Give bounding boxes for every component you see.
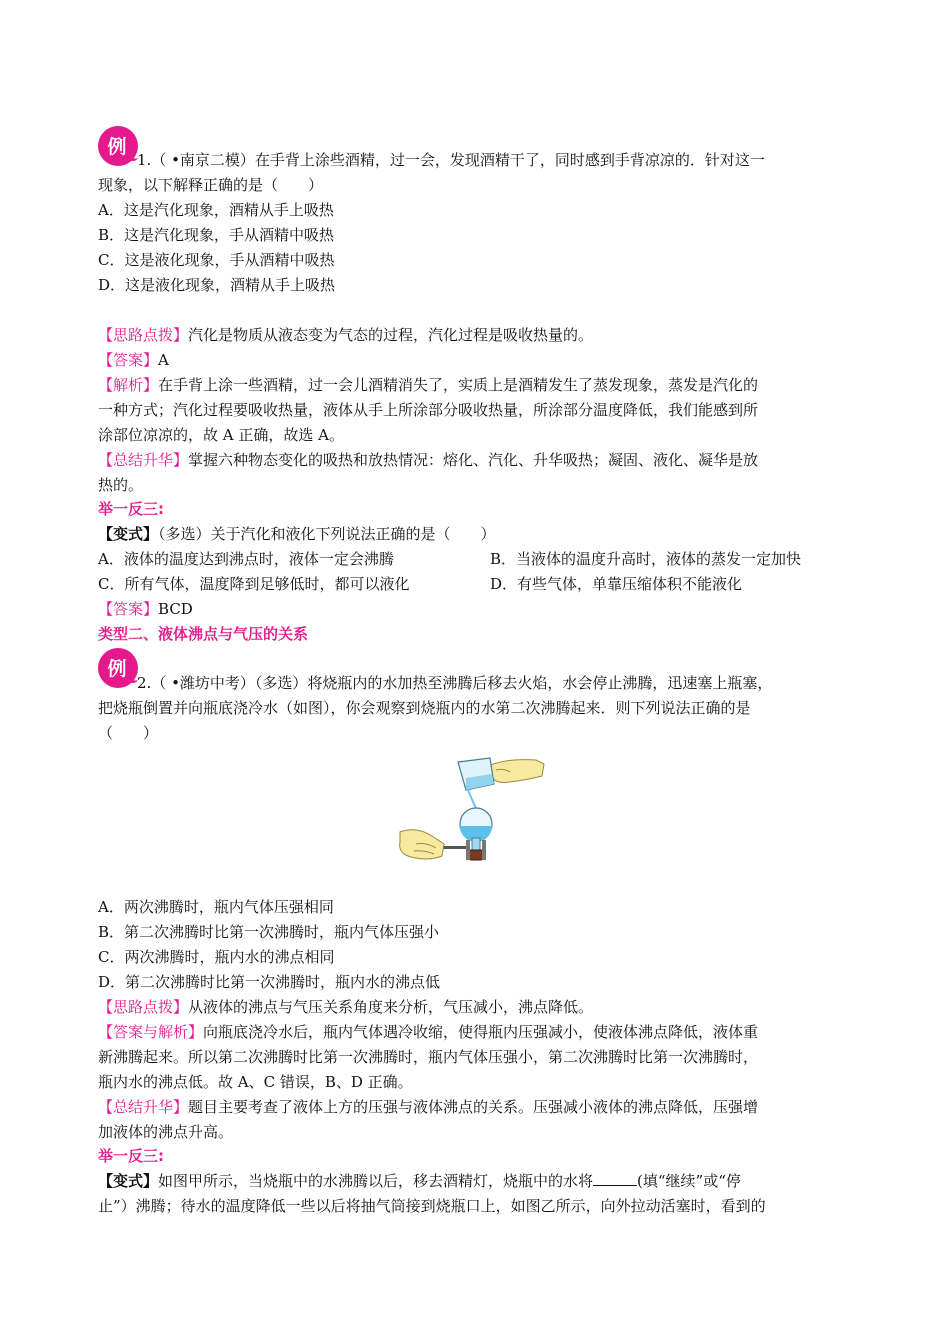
q1-stem-line2: 现象，以下解释正确的是（ ）: [98, 176, 324, 194]
q1-hint-text: 汽化是物质从液态变为气态的过程，汽化过程是吸收热量的。: [188, 326, 594, 344]
example-badge-icon: [96, 646, 140, 690]
variant1-stem: [98, 522, 496, 546]
q2-stem-line3: （ ）: [98, 724, 159, 742]
q2-answer-text1: 向瓶底浇冷水后，瓶内气体遇冷收缩，使得瓶内压强减小，使液体沸点降低，液体重: [203, 1023, 759, 1041]
q1-analysis-line3: 涂部位凉凉的，故 A 正确，故选 A。: [98, 426, 344, 444]
example-badge-icon: [96, 124, 140, 168]
q2-option-a: A．两次沸腾时，瓶内气体压强相同: [98, 898, 334, 916]
q1-analysis-text1: 在手背上涂一些酒精，过一会儿酒精消失了，实质上是酒精发生了蒸发现象，蒸发是汽化的: [158, 376, 759, 394]
variant1-label: 【变式】: [98, 525, 159, 543]
q2-stem-line2: 把烧瓶倒置并向瓶底浇冷水（如图），你会观察到烧瓶内的水第二次沸腾起来．则下列说法正确的是: [98, 699, 751, 717]
q1-answer-label: 【答案】: [98, 351, 159, 369]
variant2-label: 【变式】: [98, 1172, 159, 1190]
q1-summary-line2: 热的。: [98, 476, 144, 494]
q1-analysis-label: 【解析】: [98, 376, 159, 394]
q1-hint-label: 【思路点拨】: [98, 326, 189, 344]
q1-option-a: A．这是汽化现象，酒精从手上吸热: [98, 201, 334, 219]
variant1-answer-text: BCD: [158, 600, 193, 618]
variant2-heading: 举一反三:: [98, 1147, 164, 1165]
q2-answer-line3: 瓶内水的沸点低。故 A、C 错误，B、D 正确。: [98, 1073, 413, 1091]
q1-answer: [98, 348, 169, 372]
variant1-answer-label: 【答案】: [98, 600, 159, 618]
q1-analysis-line2: 一种方式；汽化过程要吸收热量，液体从手上所涂部分吸收热量，所涂部分温度降低，我们能感到所: [98, 401, 759, 419]
q1-summary-label: 【总结升华】: [98, 451, 189, 469]
variant1-heading: 举一反三:: [98, 500, 164, 518]
q1-answer-text: A: [158, 351, 169, 369]
example-badge-text: 例: [107, 658, 127, 680]
q1-option-b: B．这是汽化现象，手从酒精中吸热: [98, 226, 335, 244]
variant2-text1b: (填“继续”或“停: [637, 1172, 741, 1190]
variant1-stem-text: （多选）关于汽化和液化下列说法正确的是（ ）: [158, 525, 496, 543]
q2-answer-line1: [98, 1020, 758, 1044]
q2-option-b: B．第二次沸腾时比第一次沸腾时，瓶内气体压强小: [98, 923, 440, 941]
q2-hint-label: 【思路点拨】: [98, 998, 189, 1016]
q2-hint: [98, 995, 593, 1019]
variant1-option-a: A．液体的温度达到沸点时，液体一定会沸腾: [98, 550, 394, 568]
flask-figure: [396, 752, 548, 868]
variant2-line1: [98, 1169, 741, 1193]
q2-answer-line2: 新沸腾起来。所以第二次沸腾时比第一次沸腾时，瓶内气体压强小，第二次沸腾时比第一次沸腾时，: [98, 1048, 759, 1066]
variant2-text1a: 如图甲所示，当烧瓶中的水沸腾以后，移去酒精灯，烧瓶中的水将: [158, 1172, 594, 1190]
variant1-answer: [98, 597, 193, 621]
variant1-option-b: B．当液体的温度升高时，液体的蒸发一定加快: [490, 550, 802, 568]
q1-option-c: C．这是液化现象，手从酒精中吸热: [98, 251, 335, 269]
q1-summary-line1: [98, 448, 758, 472]
q1-option-d: D．这是液化现象，酒精从手上吸热: [98, 276, 336, 294]
q2-summary-line1: [98, 1095, 758, 1119]
fill-in-blank: [593, 1171, 637, 1186]
example-badge-text: 例: [107, 136, 127, 158]
q1-analysis-line1: [98, 373, 758, 397]
q2-summary-label: 【总结升华】: [98, 1098, 189, 1116]
q1-summary-text1: 掌握六种物态变化的吸热和放热情况：熔化、汽化、升华吸热；凝固、液化、凝华是放: [188, 451, 759, 469]
q1-hint: [98, 323, 593, 347]
q2-summary-line2: 加液体的沸点升高。: [98, 1123, 234, 1141]
q1-stem-line1: 1.（ •南京二模）在手背上涂些酒精，过一会，发现酒精干了，同时感到手背凉凉的．针对这一: [137, 151, 765, 169]
q2-answer-label: 【答案与解析】: [98, 1023, 204, 1041]
q2-hint-text: 从液体的沸点与气压关系角度来分析，气压减小，沸点降低。: [188, 998, 594, 1016]
q2-stem-line1: 2.（ •潍坊中考）（多选）将烧瓶内的水加热至沸腾后移去火焰，水会停止沸腾，迅速塞上瓶塞，: [137, 674, 773, 692]
q2-summary-text1: 题目主要考查了液体上方的压强与液体沸点的关系。压强减小液体的沸点降低，压强增: [188, 1098, 759, 1116]
variant1-option-c: C．所有气体，温度降到足够低时，都可以液化: [98, 575, 410, 593]
q2-option-c: C．两次沸腾时，瓶内水的沸点相同: [98, 948, 335, 966]
q2-option-d: D．第二次沸腾时比第一次沸腾时，瓶内水的沸点低: [98, 973, 441, 991]
variant1-option-d: D．有些气体，单靠压缩体积不能液化: [490, 575, 743, 593]
variant2-line2: 止”）沸腾；待水的温度降低一些以后将抽气筒接到烧瓶口上，如图乙所示，向外拉动活塞时，看到的: [98, 1197, 766, 1215]
section2-title: 类型二、液体沸点与气压的关系: [98, 625, 309, 643]
